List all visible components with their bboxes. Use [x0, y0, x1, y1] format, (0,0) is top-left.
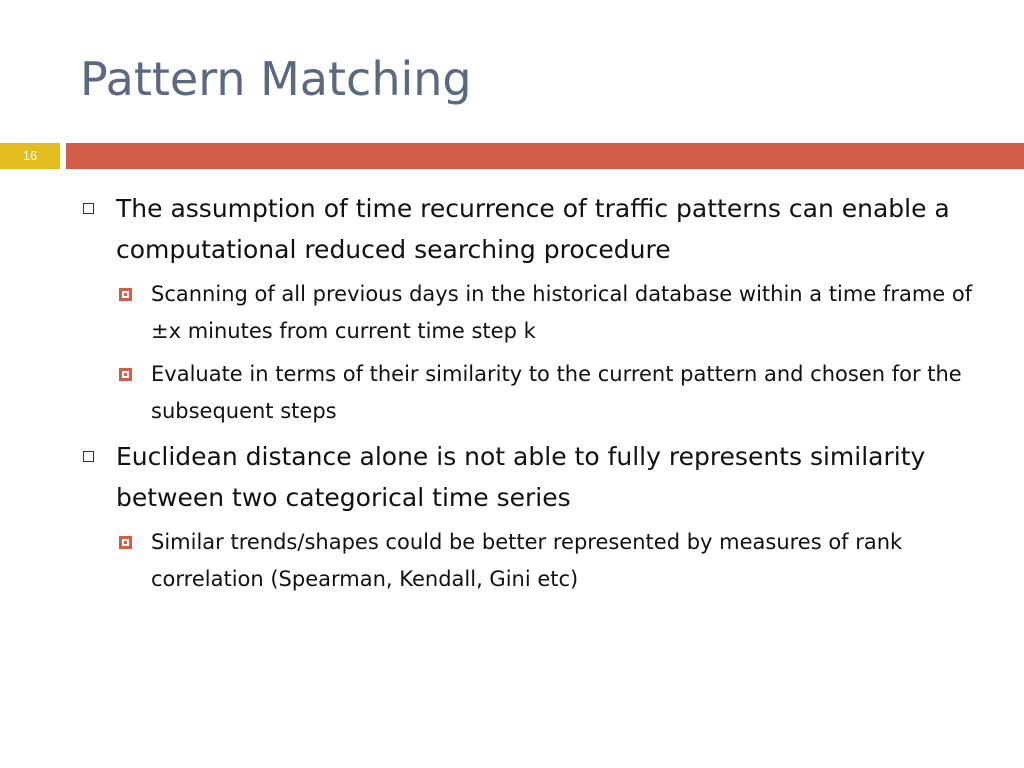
accent-bar: [66, 143, 1024, 169]
sub-bullet-item: [116, 524, 980, 598]
square-bullet-icon: [119, 288, 132, 301]
sub-bullet-item: [116, 356, 980, 430]
slide-content: [80, 188, 980, 604]
square-bullet-icon: [119, 536, 132, 549]
hollow-square-bullet-icon: [83, 451, 94, 462]
sub-bullet-text: Scanning of all previous days in the historical database within a time frame of ±x minutes from current time step k: [151, 282, 973, 343]
slide-number: 16: [0, 143, 60, 169]
bullet-item: [80, 188, 980, 270]
hollow-square-bullet-icon: [83, 203, 94, 214]
bullet-text: Euclidean distance alone is not able to fully represents similarity between two categorical time series: [116, 442, 926, 512]
bullet-item: [80, 436, 980, 518]
square-bullet-icon: [119, 368, 132, 381]
bullet-text: The assumption of time recurrence of traffic patterns can enable a computational reduced searching procedure: [116, 194, 950, 264]
sub-bullet-text: Similar trends/shapes could be better represented by measures of rank correlation (Spearman, Kendall, Gini etc): [151, 530, 903, 591]
sub-bullet-text: Evaluate in terms of their similarity to the current pattern and chosen for the subsequent steps: [151, 362, 962, 423]
slide-title: Pattern Matching: [80, 52, 472, 106]
sub-bullet-item: [116, 276, 980, 350]
